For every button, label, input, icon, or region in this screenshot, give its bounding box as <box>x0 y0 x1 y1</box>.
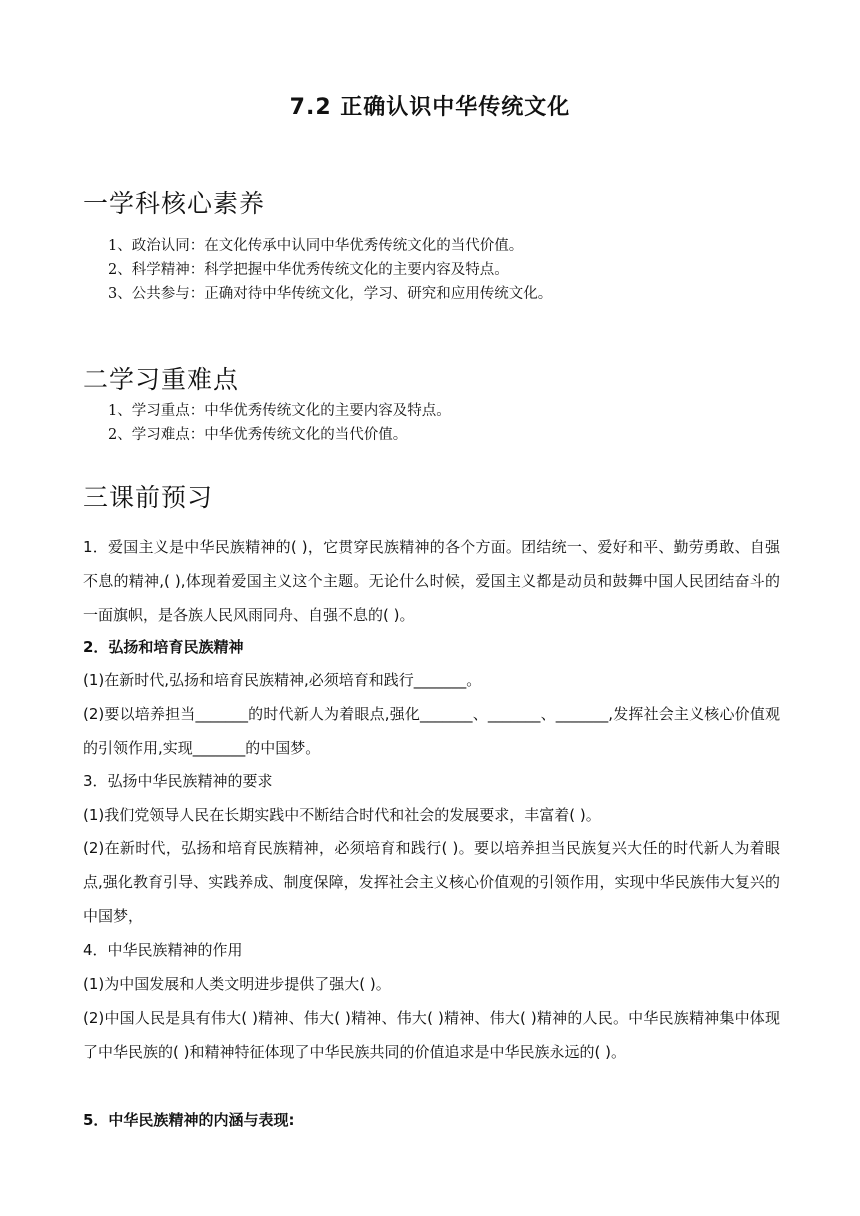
list-item: 1、政治认同：在文化传承中认同中华优秀传统文化的当代价值。 <box>108 238 524 254</box>
section-heading-key-points: 二学习重难点 <box>83 365 240 394</box>
section-heading-preview: 三课前预习 <box>83 483 214 512</box>
list-item: 1、学习重点：中华优秀传统文化的主要内容及特点。 <box>108 403 451 419</box>
list-item: 2、科学精神：科学把握中华优秀传统文化的主要内容及特点。 <box>108 262 509 278</box>
question-3-part-1: (1)我们党领导人民在长期实践中不断结合时代和社会的发展要求，丰富着( )。 <box>83 806 601 824</box>
list-item: 3、公共参与：正确对待中华传统文化，学习、研究和应用传统文化。 <box>108 286 553 302</box>
question-1: 1．爱国主义是中华民族精神的( )，它贯穿民族精神的各个方面。团结统一、爱好和平、勤劳勇敢、自强不息的精神,( ),体现着爱国主义这个主题。无论什么时候，爱国主义都是动员和鼓舞中国人民团结奋斗的一面旗帜，是各族人民风雨同舟、自强不息的( )。 <box>83 538 780 624</box>
question-3-title: 3．弘扬中华民族精神的要求 <box>83 772 273 790</box>
question-2-part-2: (2)要以培养担当_______的时代新人为着眼点,强化_______、_______、_______,发挥社会主义核心价值观的引领作用,实现_______的中国梦。 <box>83 705 780 757</box>
question-4-part-2: (2)中国人民是具有伟大( )精神、伟大( )精神、伟大( )精神、伟大( )精神的人民。中华民族精神集中体现了中华民族的( )和精神特征体现了中华民族共同的价值追求是中华民族永远的( )。 <box>83 1009 780 1061</box>
list-item: 2、学习难点：中华优秀传统文化的当代价值。 <box>108 427 408 443</box>
question-2-title: 2．弘扬和培育民族精神 <box>83 638 244 656</box>
page-title: 7.2 正确认识中华传统文化 <box>289 95 571 120</box>
question-4-title: 4．中华民族精神的作用 <box>83 941 243 959</box>
question-2-part-1: (1)在新时代,弘扬和培育民族精神,必须培育和践行_______。 <box>83 671 482 689</box>
question-4-part-1: (1)为中国发展和人类文明进步提供了强大( )。 <box>83 975 391 993</box>
section-heading-core-literacy: 一学科核心素养 <box>83 189 266 218</box>
question-5-title: 5．中华民族精神的内涵与表现: <box>83 1111 295 1129</box>
question-3-part-2: (2)在新时代，弘扬和培育民族精神，必须培育和践行( )。要以培养担当民族复兴大任的时代新人为着眼点,强化教育引导、实践养成、制度保障，发挥社会主义核心价值观的引领作用，实现中华民族伟大复兴的中国梦， <box>83 839 780 925</box>
